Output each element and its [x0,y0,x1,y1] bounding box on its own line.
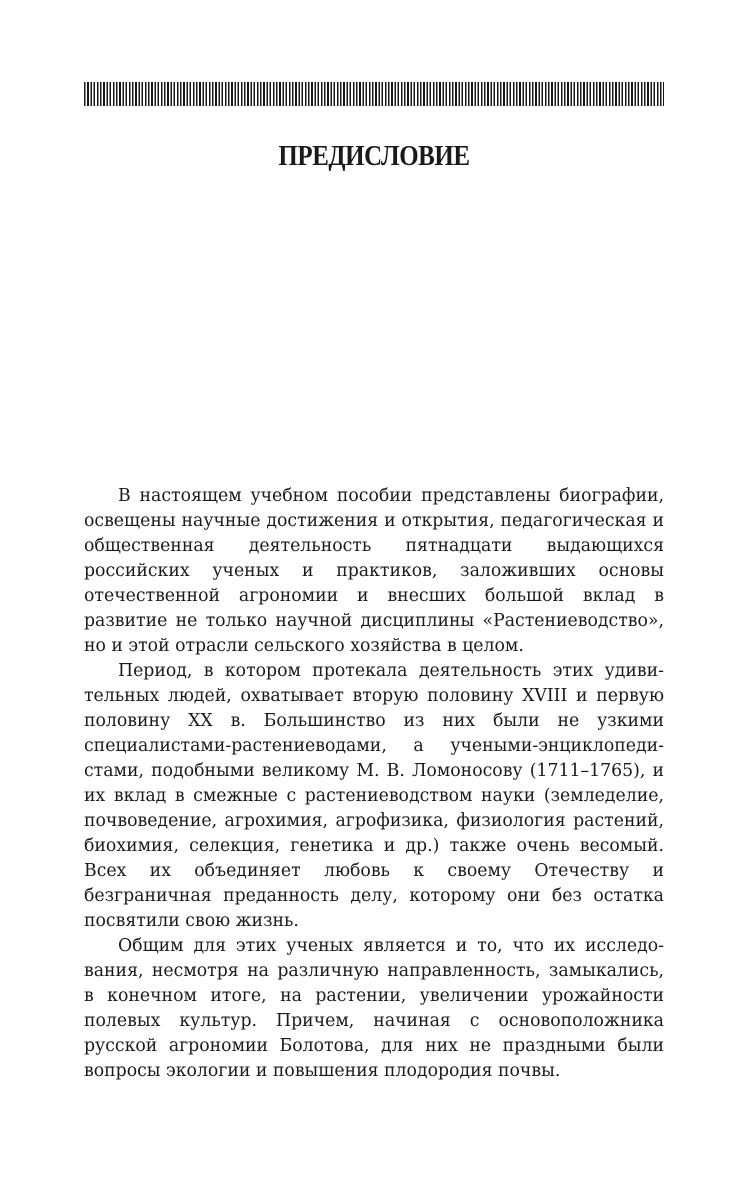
page-title: ПРЕДИСЛОВИЕ [278,140,470,172]
paragraph-1: В настоящем учебном пособии представлены биографии, освещены научные достижения и открытия, педагогическая и общественная деятельность пятнадцати выдающихся российских ученых и практиков, заложивших основы отечественной агрономии и внесших большой вклад в развитие не только научной дисциплины «Растениеводство», но и этой отрасли сельского хозяйства в целом. [84,486,664,656]
paragraph-3: Общим для этих ученых является и то, что их исследования, несмотря на различную направленность, замыкались, в конечном итоге, на растении, увеличении урожайности полевых культур. Причем, начиная с основоположника русской агрономии Болотова, для них не праздными были вопросы экологии и повышения плодородия почвы. [84,936,664,1081]
paragraph-2: Период, в котором протекала деятельность этих удивительных людей, охватывает вторую половину XVIII и первую половину XX в. Большинство из них были не узкими специалистами-растениеводами, а учеными-энциклопедистами, подобными великому М. В. Ломоносову (1711–1765), и их вклад в смежные с растениеводством науки (земледелие, почвоведение, агрохимия, агрофизика, физиология растений, биохимия, селекция, генетика и др.) также очень весомый. Всех их объединяет любовь к своему Отечеству и безграничная преданность делу, которому они без остатка посвятили свою жизнь. [84,661,664,931]
decorative-header-bar [84,82,664,106]
body-text [84,484,664,1084]
